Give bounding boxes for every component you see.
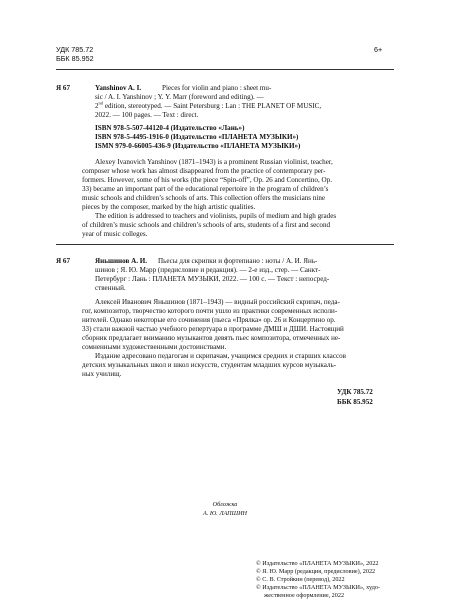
en-ref-line: Pieces for violin and piano : sheet mu- (162, 84, 272, 92)
ru-ref-line: шинов ; Я. Ю. Марр (предисловие и редакция). — 2-е изд., стер. — Санкт- (95, 266, 321, 274)
ru-ref-line: Пьесы для скрипки и фортепиано : ноты / А. И. Янь- (158, 257, 318, 265)
copyright-line: © С. В. Стройкин (перевод), 2022 (256, 576, 345, 583)
ru-abstract-line: сомненными художественными достоинствами. (82, 343, 227, 351)
cover-artist: А. Ю. ЛАПШИН (202, 510, 248, 517)
age-rating: 6+ (374, 45, 383, 54)
ru-abstract-line: 33) стали важной частью учебного репертуара в программе ДМШ и ДШИ. Настоящий (82, 325, 344, 333)
en-abstract-line: formers. However, some of his works (the piece “Spin-off”, Op. 26 and Concertino, Op. (82, 176, 332, 184)
en-ref-line: 2022. — 100 pages. — Text : direct. (95, 111, 199, 119)
copyright-line: жественное оформление, 2022 (264, 592, 345, 599)
ru-abstract-line: нителей. Однако некоторые его сочинения (пьеса «Прялка» ор. 26 и Концертино ор. (82, 316, 336, 324)
en-abstract-line: pieces by the composer, marked by the high artistic qualities. (82, 203, 256, 211)
ru-abstract-line: детских музыкальных школ и школ искусств, студентам младших курсов музыкаль- (82, 361, 337, 369)
en-abstract-line: music schools and children’s schools of arts. This collection offers the musicians nine (82, 194, 326, 202)
ru-catalog-code: Я 67 (56, 257, 70, 265)
en-author: Yanshinov A. I. (95, 84, 142, 92)
en-abstract-line: of children’s music schools and children’s schools of arts, students of a first and second (82, 221, 331, 229)
copyright-line: © Издательство «ПЛАНЕТА МУЗЫКИ», 2022 (256, 560, 379, 567)
ru-bbk-code: ББК 85.952 (337, 398, 373, 406)
en-abstract-line: 33) became an important part of the educational repertoire in the program of children’s (82, 185, 329, 193)
bbk-code: ББК 85.952 (56, 54, 94, 63)
ru-abstract-line: Издание адресовано педагогам и скрипачам, учащимся средних и старших классов (95, 352, 347, 360)
en-edition-number: 2 (95, 102, 99, 110)
section-rule (56, 244, 394, 245)
en-abstract-line: year of music colleges. (82, 230, 148, 238)
ru-ref-line: ственный. (95, 284, 126, 292)
en-ref-line (95, 102, 321, 111)
en-abstract-line: The edition is addressed to teachers and violinists, pupils of medium and high grades (95, 212, 337, 220)
en-catalog-code: Я 67 (56, 84, 70, 92)
header-rule (56, 69, 394, 70)
ru-udk-code: УДК 785.72 (337, 388, 373, 396)
en-ref-line: sic / A. I. Yanshinov ; Y. Y. Marr (foreword and editing). — (95, 93, 264, 101)
en-ismn: ISMN 979-0-66005-436-9 (Издательство «ПЛАНЕТА МУЗЫКИ») (95, 142, 301, 150)
udk-code: УДК 785.72 (56, 45, 94, 54)
en-isbn: ISBN 978-5-4495-1916-0 (Издательство «ПЛАНЕТА МУЗЫКИ») (95, 133, 299, 141)
copyright-line: © Я. Ю. Марр (редакция, предисловие), 2022 (256, 568, 376, 575)
en-abstract-line: composer whose work has almost disappeared from the practice of contemporary per- (82, 167, 326, 175)
en-edition-suffix: nd (98, 100, 104, 106)
ru-abstract-line: гог, композитор, творчество которого почти ушло из практики современных исполи- (82, 307, 338, 315)
ru-author: Яньшинов А. И. (95, 257, 148, 265)
en-isbn: ISBN 978-5-507-44120-4 (Издательство «Лань») (95, 124, 245, 132)
en-abstract-line: Alexey Ivanovich Yanshinov (1871–1943) is a prominent Russian violinist, teacher, (95, 158, 333, 166)
ru-abstract-line: сборник предлагает вниманию музыкантов девять пьес композитора, отмеченных не- (82, 334, 341, 342)
ru-abstract-line: Алексей Иванович Яньшинов (1871–1943) — видный российский скрипач, педа- (95, 298, 340, 306)
ru-abstract-line: ных училищ. (82, 370, 122, 378)
en-edition-rest: edition, stereotyped. — Saint Petersburg : Lan : THE PLANET OF MUSIC, (104, 102, 322, 110)
copyright-line: © Издательство «ПЛАНЕТА МУЗЫКИ», худо- (256, 584, 381, 591)
cover-label: Обложка (212, 501, 238, 508)
ru-ref-line: Петербург : Лань : ПЛАНЕТА МУЗЫКИ, 2022. — 100 с. — Текст : непосред- (95, 275, 330, 283)
